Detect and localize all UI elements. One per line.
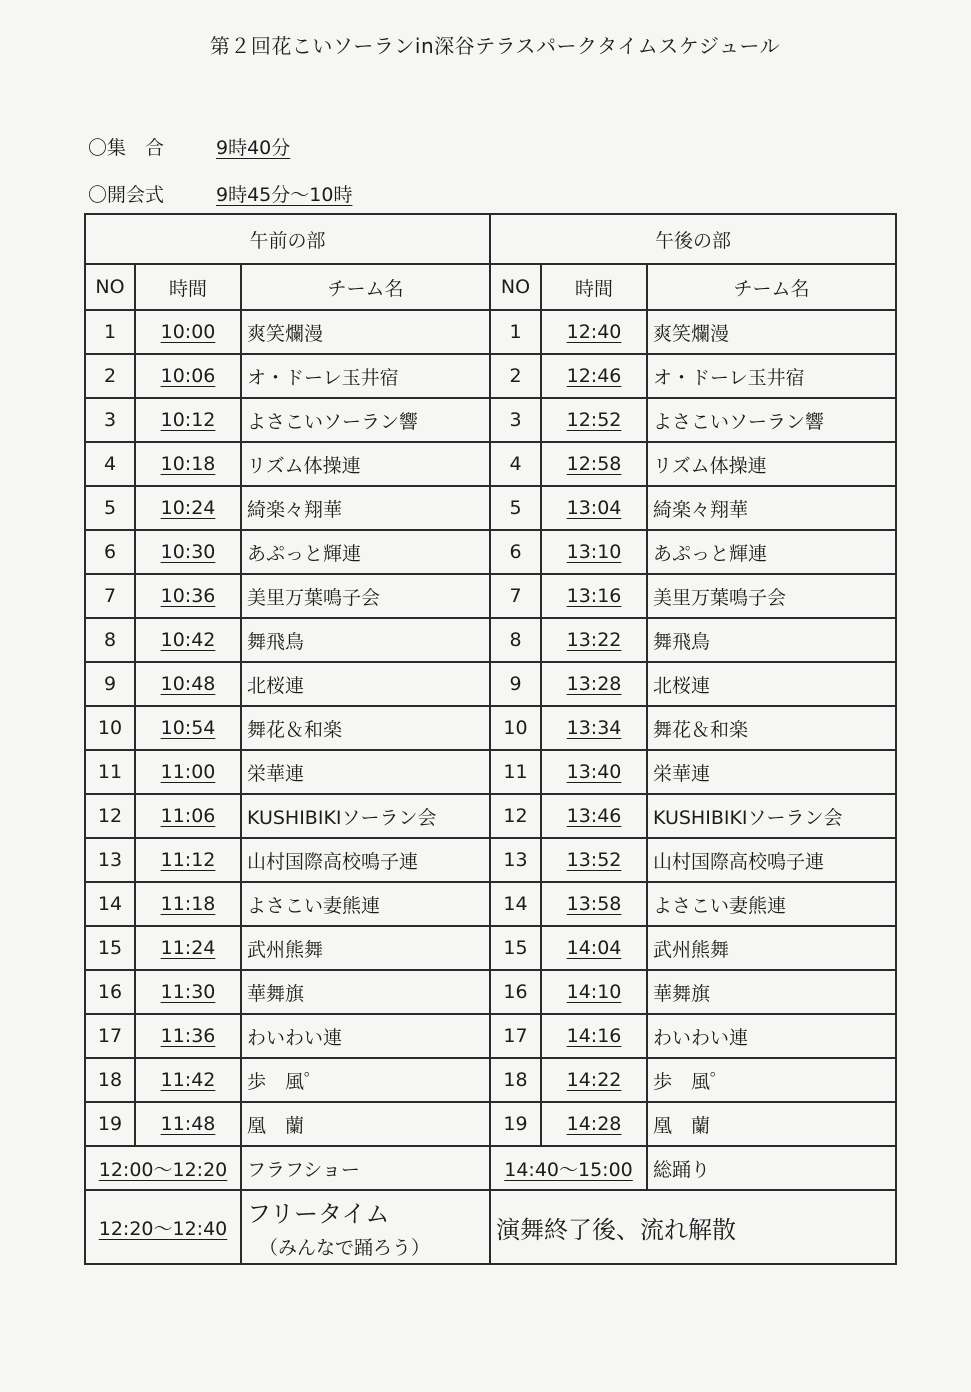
pm-team: 舞花＆和楽 — [647, 706, 896, 750]
table-row — [85, 838, 896, 882]
pm-time: 12:40 — [566, 321, 622, 343]
am-team: 北桜連 — [241, 662, 490, 706]
am-time-cell — [135, 706, 241, 750]
opening-info — [88, 180, 352, 207]
hula-label: フラフショー — [241, 1146, 490, 1190]
table-row — [85, 574, 896, 618]
pm-team: 美里万葉鳴子会 — [647, 574, 896, 618]
am-time-cell — [135, 574, 241, 618]
pm-time: 12:52 — [566, 409, 622, 431]
pm-time-cell — [541, 838, 647, 882]
pm-time: 14:22 — [566, 1069, 622, 1091]
pm-time-cell — [541, 530, 647, 574]
pm-time: 14:16 — [566, 1025, 622, 1047]
am-team: 歩 風゜ — [241, 1058, 490, 1102]
am-no: 11 — [85, 750, 135, 794]
pm-time: 12:58 — [566, 453, 622, 475]
am-team: 美里万葉鳴子会 — [241, 574, 490, 618]
pm-time: 14:28 — [566, 1113, 622, 1135]
am-team: 凰 蘭 — [241, 1102, 490, 1146]
am-time-cell — [135, 398, 241, 442]
table-row — [85, 310, 896, 354]
am-no: 12 — [85, 794, 135, 838]
am-no: 4 — [85, 442, 135, 486]
pm-no: 18 — [490, 1058, 541, 1102]
am-team: 栄華連 — [241, 750, 490, 794]
am-time: 11:42 — [160, 1069, 216, 1091]
am-no: 9 — [85, 662, 135, 706]
pm-col-no: NO — [490, 264, 541, 310]
pm-time-cell — [541, 1058, 647, 1102]
pm-time: 13:40 — [566, 761, 622, 783]
pm-team: KUSHIBIKIソーラン会 — [647, 794, 896, 838]
am-no: 1 — [85, 310, 135, 354]
pm-time: 13:34 — [566, 717, 622, 739]
pm-no: 17 — [490, 1014, 541, 1058]
am-section-header: 午前の部 — [85, 214, 490, 264]
gather-time: 9時40分 — [216, 137, 291, 159]
am-col-team: チーム名 — [241, 264, 490, 310]
am-team: あぷっと輝連 — [241, 530, 490, 574]
pm-team: よさこいソーラン響 — [647, 398, 896, 442]
pm-time-cell — [541, 354, 647, 398]
am-time: 10:54 — [160, 717, 216, 739]
am-time-cell — [135, 794, 241, 838]
pm-team: あぷっと輝連 — [647, 530, 896, 574]
pm-time: 13:28 — [566, 673, 622, 695]
am-time-cell — [135, 662, 241, 706]
pm-time: 13:10 — [566, 541, 622, 563]
hula-time: 12:00～12:20 — [98, 1158, 228, 1181]
free-sub: （みんなで踊ろう） — [259, 1237, 431, 1259]
pm-no: 15 — [490, 926, 541, 970]
pm-team: 歩 風゜ — [647, 1058, 896, 1102]
pm-team: リズム体操連 — [647, 442, 896, 486]
table-row — [85, 794, 896, 838]
pm-time: 13:22 — [566, 629, 622, 651]
am-team: 爽笑爛漫 — [241, 310, 490, 354]
table-row — [85, 1014, 896, 1058]
pm-no: 4 — [490, 442, 541, 486]
pm-time-cell — [541, 486, 647, 530]
pm-no: 10 — [490, 706, 541, 750]
table-row — [85, 926, 896, 970]
pm-team: 武州熊舞 — [647, 926, 896, 970]
pm-dance-time-cell — [490, 1146, 647, 1190]
gather-label: 〇集 合 — [88, 137, 165, 159]
pm-team: 舞飛鳥 — [647, 618, 896, 662]
table-row — [85, 750, 896, 794]
pm-no: 16 — [490, 970, 541, 1014]
am-no: 7 — [85, 574, 135, 618]
am-time-cell — [135, 970, 241, 1014]
table-row — [85, 1102, 896, 1146]
section-header-row — [85, 214, 896, 264]
am-time: 11:36 — [160, 1025, 216, 1047]
table-row — [85, 398, 896, 442]
pm-time-cell — [541, 706, 647, 750]
pm-time: 12:46 — [566, 365, 622, 387]
pm-no: 6 — [490, 530, 541, 574]
pm-time-cell — [541, 882, 647, 926]
am-team: 山村国際高校鳴子連 — [241, 838, 490, 882]
pm-time-cell — [541, 1014, 647, 1058]
am-team: 武州熊舞 — [241, 926, 490, 970]
pm-dance-time: 14:40～15:00 — [504, 1158, 633, 1181]
am-no: 17 — [85, 1014, 135, 1058]
am-team: 華舞旗 — [241, 970, 490, 1014]
am-col-no: NO — [85, 264, 135, 310]
pm-no: 3 — [490, 398, 541, 442]
table-row — [85, 1058, 896, 1102]
am-time: 10:12 — [160, 409, 216, 431]
closing-note: 演舞終了後、流れ解散 — [490, 1190, 896, 1264]
am-no: 18 — [85, 1058, 135, 1102]
column-header-row — [85, 264, 896, 310]
am-team: 舞花＆和楽 — [241, 706, 490, 750]
am-time: 11:48 — [160, 1113, 216, 1135]
pm-no: 5 — [490, 486, 541, 530]
pm-time-cell — [541, 750, 647, 794]
am-time: 11:12 — [160, 849, 216, 871]
am-time-cell — [135, 1058, 241, 1102]
am-time-cell — [135, 442, 241, 486]
pm-no: 19 — [490, 1102, 541, 1146]
pm-team: 凰 蘭 — [647, 1102, 896, 1146]
pm-time-cell — [541, 662, 647, 706]
am-time-cell — [135, 926, 241, 970]
pm-time-cell — [541, 618, 647, 662]
am-time-cell — [135, 882, 241, 926]
am-time: 10:00 — [160, 321, 216, 343]
pm-time-cell — [541, 1102, 647, 1146]
am-time: 10:06 — [160, 365, 216, 387]
opening-label: 〇開会式 — [88, 184, 165, 206]
pm-time-cell — [541, 442, 647, 486]
am-team: 舞飛鳥 — [241, 618, 490, 662]
pm-time: 14:04 — [566, 937, 622, 959]
pm-time: 13:52 — [566, 849, 622, 871]
free-time-cell — [85, 1190, 241, 1264]
am-time-cell — [135, 486, 241, 530]
free-title: フリータイム — [247, 1200, 390, 1228]
pm-time-cell — [541, 310, 647, 354]
pm-team: わいわい連 — [647, 1014, 896, 1058]
am-team: よさこいソーラン響 — [241, 398, 490, 442]
pm-team: 山村国際高校鳴子連 — [647, 838, 896, 882]
table-row — [85, 662, 896, 706]
am-team: リズム体操連 — [241, 442, 490, 486]
opening-time: 9時45分～10時 — [216, 184, 353, 206]
pm-team: 爽笑爛漫 — [647, 310, 896, 354]
pm-time: 14:10 — [566, 981, 622, 1003]
am-time-cell — [135, 838, 241, 882]
pm-team: 綺楽々翔華 — [647, 486, 896, 530]
pm-team: 華舞旗 — [647, 970, 896, 1014]
pm-time-cell — [541, 574, 647, 618]
pm-no: 13 — [490, 838, 541, 882]
am-no: 5 — [85, 486, 135, 530]
pm-no: 12 — [490, 794, 541, 838]
pm-team: 栄華連 — [647, 750, 896, 794]
am-time: 10:48 — [160, 673, 216, 695]
pm-no: 8 — [490, 618, 541, 662]
am-time: 10:30 — [160, 541, 216, 563]
am-time: 11:24 — [160, 937, 216, 959]
am-time: 10:24 — [160, 497, 216, 519]
pm-team: 北桜連 — [647, 662, 896, 706]
am-col-time: 時間 — [135, 264, 241, 310]
pm-time: 13:16 — [566, 585, 622, 607]
am-time: 11:30 — [160, 981, 216, 1003]
am-no: 8 — [85, 618, 135, 662]
gather-info — [88, 133, 290, 160]
table-row — [85, 706, 896, 750]
am-time: 11:00 — [160, 761, 216, 783]
special-row-2 — [85, 1190, 896, 1264]
hula-time-cell — [85, 1146, 241, 1190]
am-time-cell — [135, 354, 241, 398]
table-row — [85, 442, 896, 486]
am-no: 16 — [85, 970, 135, 1014]
am-team: わいわい連 — [241, 1014, 490, 1058]
am-no: 15 — [85, 926, 135, 970]
pm-dance-label: 総踊り — [647, 1146, 896, 1190]
table-row — [85, 618, 896, 662]
pm-time-cell — [541, 398, 647, 442]
am-team: よさこい妻熊連 — [241, 882, 490, 926]
pm-team: よさこい妻熊連 — [647, 882, 896, 926]
am-time-cell — [135, 1014, 241, 1058]
table-row — [85, 486, 896, 530]
special-row-1 — [85, 1146, 896, 1190]
am-time-cell — [135, 530, 241, 574]
am-time: 11:18 — [160, 893, 216, 915]
pm-time: 13:46 — [566, 805, 622, 827]
table-row — [85, 354, 896, 398]
table-row — [85, 530, 896, 574]
page-title: 第２回花こいソーランin深谷テラスパークタイムスケジュール — [209, 34, 781, 58]
pm-col-team: チーム名 — [647, 264, 896, 310]
am-time-cell — [135, 618, 241, 662]
pm-col-time: 時間 — [541, 264, 647, 310]
pm-no: 7 — [490, 574, 541, 618]
table-row — [85, 970, 896, 1014]
am-time-cell — [135, 750, 241, 794]
am-no: 14 — [85, 882, 135, 926]
pm-time-cell — [541, 970, 647, 1014]
pm-time: 13:58 — [566, 893, 622, 915]
pm-section-header: 午後の部 — [490, 214, 896, 264]
schedule-table — [84, 213, 897, 1265]
am-no: 13 — [85, 838, 135, 882]
am-no: 6 — [85, 530, 135, 574]
am-team: KUSHIBIKIソーラン会 — [241, 794, 490, 838]
am-no: 2 — [85, 354, 135, 398]
am-time: 10:18 — [160, 453, 216, 475]
pm-time-cell — [541, 926, 647, 970]
am-time-cell — [135, 1102, 241, 1146]
am-time-cell — [135, 310, 241, 354]
am-team: オ・ドーレ玉井宿 — [241, 354, 490, 398]
pm-no: 14 — [490, 882, 541, 926]
free-time: 12:20～12:40 — [98, 1217, 228, 1240]
am-time: 11:06 — [160, 805, 216, 827]
pm-no: 11 — [490, 750, 541, 794]
am-no: 3 — [85, 398, 135, 442]
am-time: 10:36 — [160, 585, 216, 607]
pm-no: 2 — [490, 354, 541, 398]
am-team: 綺楽々翔華 — [241, 486, 490, 530]
am-time: 10:42 — [160, 629, 216, 651]
free-cell — [241, 1190, 490, 1264]
am-no: 10 — [85, 706, 135, 750]
pm-time-cell — [541, 794, 647, 838]
pm-team: オ・ドーレ玉井宿 — [647, 354, 896, 398]
table-row — [85, 882, 896, 926]
am-no: 19 — [85, 1102, 135, 1146]
pm-no: 9 — [490, 662, 541, 706]
pm-time: 13:04 — [566, 497, 622, 519]
pm-no: 1 — [490, 310, 541, 354]
